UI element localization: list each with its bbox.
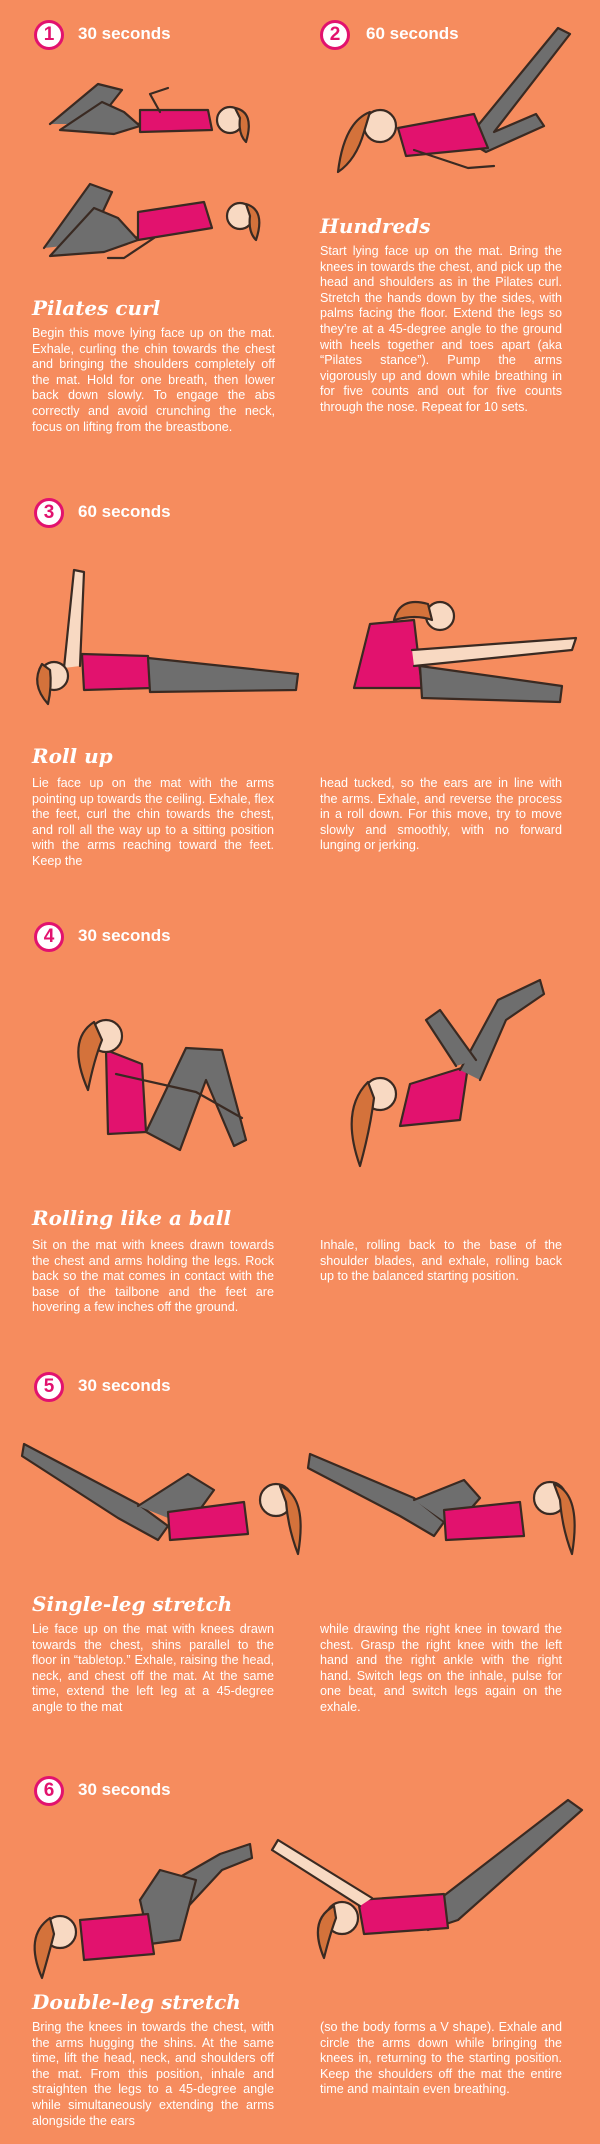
figure-double-leg-extended bbox=[268, 1790, 588, 1960]
duration-label-2: 60 seconds bbox=[366, 24, 459, 43]
duration-label-1: 30 seconds bbox=[78, 24, 171, 43]
step-badge-4: 4 bbox=[34, 922, 64, 952]
step-badge-6: 6 bbox=[34, 1776, 64, 1806]
duration-label-5: 30 seconds bbox=[78, 1376, 171, 1395]
exercise-title-2: Hundreds bbox=[320, 214, 431, 238]
figure-pilates-curl-start bbox=[40, 72, 270, 152]
step-badge-5: 5 bbox=[34, 1372, 64, 1402]
figure-double-leg-tucked bbox=[20, 1830, 260, 1980]
duration-label-3: 60 seconds bbox=[78, 502, 171, 521]
exercise-text-5a: Lie face up on the mat with knees drawn towards the chest, shins parallel to the floor in “tabletop.” Exhale, raising the head, neck, and chest off the mat. At the same time, extend the left leg at a 45-degree angle to the mat bbox=[32, 1622, 274, 1714]
exercise-title-6: Double-leg stretch bbox=[32, 1990, 241, 2014]
exercise-title-3: Roll up bbox=[32, 744, 113, 768]
exercise-title-1: Pilates curl bbox=[32, 296, 161, 320]
figure-rolling-ball-upright bbox=[46, 1000, 266, 1180]
duration-label-4: 30 seconds bbox=[78, 926, 171, 945]
step-badge-3: 3 bbox=[34, 498, 64, 528]
exercise-text-2: Start lying face up on the mat. Bring the knees in towards the chest, and pick up the head and shoulders as in the Pilates curl. Stretch the hands down by the sides, with palms facing the floor. Extend the legs so they’re at a 45-degree angle to the ground with heels together and toes apart (aka “Pilates stance”). Pump the arms vigorously up and down while breathing in for five counts and out for five counts through the nose. Repeat for 10 sets. bbox=[320, 244, 562, 414]
figure-roll-up-lying bbox=[28, 558, 308, 708]
figure-single-leg-right bbox=[304, 1440, 584, 1560]
exercise-text-3a: Lie face up on the mat with the arms pointing up towards the ceiling. Exhale, flex the feet, curl the chin towards the chest, and roll all the way up to a sitting position with the arms reaching toward the feet. Keep the bbox=[32, 776, 274, 868]
figure-roll-up-reach bbox=[340, 590, 580, 710]
exercise-text-5b: while drawing the right knee in toward the chest. Grasp the right knee with the left hand and the right ankle with the right hand. Switch legs on the inhale, pulse for one beat, and switch legs again on the exhale. bbox=[320, 1622, 562, 1714]
duration-label-6: 30 seconds bbox=[78, 1780, 171, 1799]
exercise-text-1: Begin this move lying face up on the mat. Exhale, curling the chin towards the chest and bringing the shoulders completely off the mat. Hold for one breath, then lower back down slowly. To engage the abs correctly and avoid crunching the neck, focus on lifting from the breastbone. bbox=[32, 326, 275, 434]
exercise-text-4a: Sit on the mat with knees drawn towards the chest and arms holding the legs. Rock back so the mat comes in contact with the base of the tailbone and the feet are hovering a few inches off the ground. bbox=[32, 1238, 274, 1315]
figure-pilates-curl-up bbox=[34, 178, 274, 268]
exercise-text-3b: head tucked, so the ears are in line with the arms. Exhale, and reverse the process in a roll down. For this move, try to move slowly and smoothly, with no forward lunging or jerking. bbox=[320, 776, 562, 853]
figure-rolling-ball-back bbox=[330, 970, 550, 1170]
figure-single-leg-left bbox=[18, 1430, 308, 1560]
exercise-text-4b: Inhale, rolling back to the base of the shoulder blades, and exhale, rolling back up to the balanced starting position. bbox=[320, 1238, 562, 1284]
figure-hundreds bbox=[318, 22, 578, 182]
step-badge-2: 2 bbox=[320, 20, 350, 50]
exercise-title-5: Single-leg stretch bbox=[32, 1592, 233, 1616]
exercise-text-6a: Bring the knees in towards the chest, with the arms hugging the shins. At the same time, lift the head, neck, and shoulders off the mat. From this position, inhale and straighten the legs to a 45-degree angle while simultaneously extending the arms alongside the ears bbox=[32, 2020, 274, 2128]
exercise-title-4: Rolling like a ball bbox=[32, 1206, 232, 1230]
step-badge-1: 1 bbox=[34, 20, 64, 50]
exercise-text-6b: (so the body forms a V shape). Exhale and circle the arms down while bringing the knees in, returning to the starting position. Keep the shoulders off the mat the entire time and maintain even breathing. bbox=[320, 2020, 562, 2097]
